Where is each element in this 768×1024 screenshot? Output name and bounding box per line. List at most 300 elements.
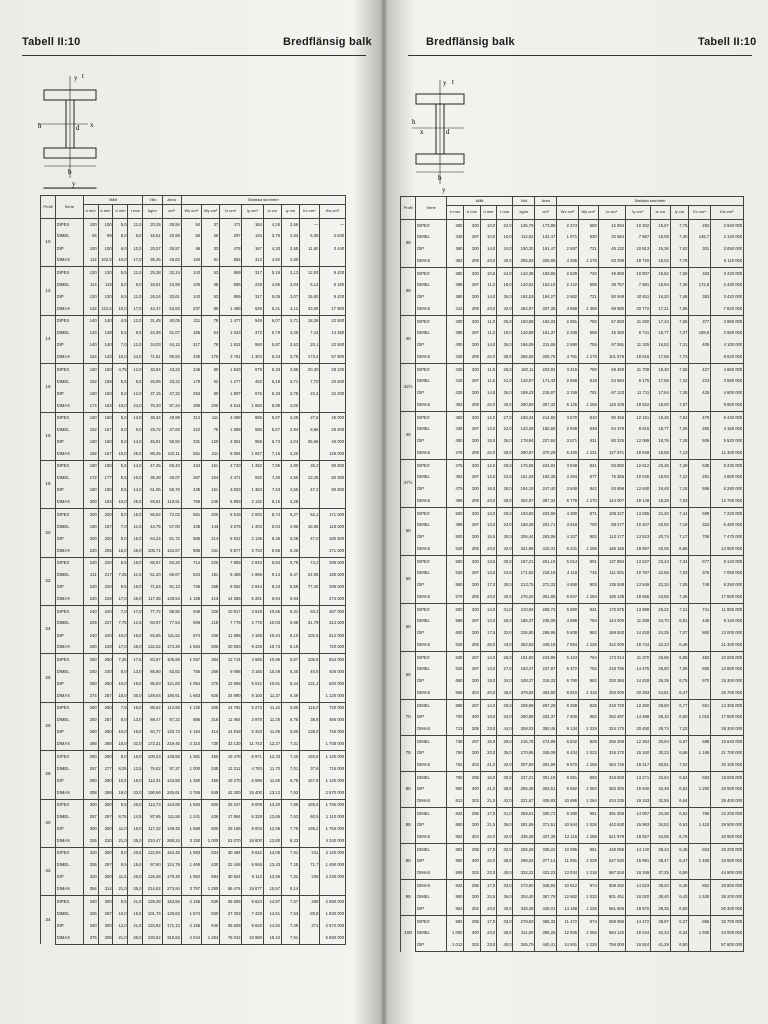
value-cell: 6,47 (670, 688, 689, 700)
value-cell: 2 156 (181, 896, 201, 908)
serie-cell: DIMEL (416, 376, 447, 388)
value-cell: 47,2 (299, 485, 319, 497)
value-cell: 6 780 (557, 676, 579, 688)
serie-cell: DIPEX (55, 460, 83, 472)
value-cell: 17,0 (128, 255, 143, 267)
value-cell: 426 (201, 811, 219, 823)
value-cell: 425 (446, 364, 463, 376)
value-cell: 14,51 (263, 908, 281, 920)
value-cell: 12 254 (625, 736, 650, 748)
value-cell: 6,65 (281, 726, 299, 738)
serie-cell: DIMEL (55, 521, 83, 533)
value-cell: 288,95 (535, 628, 557, 640)
value-cell: 60,97 (143, 618, 162, 630)
value-cell: 35 400 000 (711, 796, 744, 808)
value-cell: 391 009 (598, 808, 625, 820)
table-row (41, 497, 346, 509)
value-cell: 33 130 (220, 739, 242, 751)
value-cell: 21 700 000 (711, 748, 744, 760)
value-cell: 214 (201, 533, 219, 545)
value-cell: 15 640 000 (711, 736, 744, 748)
serie-cell: DIP (55, 485, 83, 497)
value-cell: 8 061 (557, 772, 579, 784)
value-cell: 45,07 (162, 472, 181, 484)
value-cell: 4 044 (181, 932, 201, 944)
value-cell: 20 600 (320, 376, 346, 388)
value-cell: 11 688 (220, 630, 242, 642)
table-row (401, 364, 744, 376)
serie-cell: DIMAX (416, 544, 447, 556)
value-cell (689, 688, 711, 700)
value-cell: 151,03 (513, 472, 535, 484)
value-cell: 6,37 (670, 916, 689, 928)
value-cell: 33,94 (143, 364, 162, 376)
value-cell: 240 (83, 593, 98, 605)
serie-cell: DIMAX (416, 592, 447, 604)
value-cell: 18,0 (128, 702, 143, 714)
serie-cell: DIMEL (55, 472, 83, 484)
value-cell: 298 (464, 916, 480, 928)
value-cell: 332,37 (535, 712, 557, 724)
value-cell: 36,34 (650, 844, 670, 856)
header-serie: Serie (416, 197, 447, 220)
value-cell: 405 (689, 340, 711, 352)
value-cell: 151 (201, 460, 219, 472)
value-cell: 171 000 (320, 509, 346, 521)
value-cell: 300 (464, 508, 480, 520)
value-cell: 151 (201, 485, 219, 497)
value-cell: 380 (446, 292, 463, 304)
value-cell: 17 900 (320, 303, 346, 315)
value-cell: 138 (98, 327, 113, 339)
value-cell: 1 392 (242, 460, 263, 472)
value-cell: 11,0 (480, 280, 496, 292)
value-cell: 11 743 (242, 739, 263, 751)
value-cell: 250 (98, 654, 113, 666)
value-cell: 14,0 (480, 664, 496, 676)
value-cell: 3,76 (263, 231, 281, 243)
value-cell: 28,74 (650, 724, 670, 736)
value-cell: 154 (83, 352, 98, 364)
value-cell: 84,20 (162, 557, 181, 569)
value-cell: 7,49 (281, 920, 299, 932)
value-cell: 22,4 (299, 388, 319, 400)
value-cell: 3 679 (220, 521, 242, 533)
value-cell: 27,0 (497, 664, 513, 676)
table-row (41, 448, 346, 460)
left-page-title: Bredflänsig balk (283, 36, 372, 48)
value-cell: 17,64 (650, 388, 670, 400)
table-row (41, 714, 346, 726)
value-cell: 3,07 (281, 291, 299, 303)
value-cell: 36,47 (650, 856, 670, 868)
value-cell: 322 (689, 520, 711, 532)
profil-cell: 38 (401, 268, 416, 316)
value-cell: 300 (98, 920, 113, 932)
header-matt: Mått (83, 196, 143, 205)
value-cell: 300 (464, 556, 480, 568)
value-cell: 871 (578, 508, 598, 520)
value-cell: 39,0 (497, 448, 513, 460)
value-cell: 297 (464, 232, 480, 244)
value-cell: 18 570 (625, 904, 650, 916)
value-cell: 345,70 (513, 940, 535, 952)
table-row (41, 920, 346, 932)
value-cell: 8,0 (113, 436, 128, 448)
value-cell: 33,61 (162, 291, 181, 303)
value-cell: 256 269 (598, 736, 625, 748)
value-cell: 932 (242, 472, 263, 484)
value-cell: 1 198 (181, 593, 201, 605)
profil-cell: 12 (41, 267, 56, 315)
value-cell: 19,0 (497, 328, 513, 340)
value-cell: 16,77 (650, 328, 670, 340)
value-cell: 11 891 (557, 856, 579, 868)
header-col-2: h mm (83, 205, 98, 219)
value-cell: 2 629 (557, 268, 579, 280)
value-cell: 423,23 (535, 868, 557, 880)
value-cell: 1 110 000 (320, 811, 346, 823)
header-col-11: Iy cm⁴ (242, 205, 263, 219)
value-cell: 7,40 (670, 232, 689, 244)
value-cell: 29 500 000 (711, 820, 744, 832)
right-header-rule (408, 55, 752, 56)
profil-cell: 70 (401, 700, 416, 736)
value-cell: 2,66 (281, 219, 299, 231)
value-cell: 6 847 (557, 592, 579, 604)
value-cell: 5,5 (113, 327, 128, 339)
value-cell: 506 (201, 642, 219, 654)
table-row (401, 544, 744, 556)
value-cell: 7,03 (670, 496, 689, 508)
value-cell: 171,62 (513, 568, 535, 580)
value-cell: 269 (201, 666, 219, 678)
value-cell: 1 643 (220, 364, 242, 376)
value-cell: 11 800 000 (711, 604, 744, 616)
value-cell: 97,24 (162, 400, 181, 412)
value-cell: 13 085 (625, 508, 650, 520)
value-cell: 203,92 (535, 364, 557, 376)
value-cell: 17,0 (480, 880, 496, 892)
profil-cell: 16 (41, 364, 56, 412)
serie-cell: DIMEL (55, 618, 83, 630)
serie-cell: DIMEL (55, 714, 83, 726)
value-cell: 31,07 (162, 327, 181, 339)
value-cell: 6,44 (281, 678, 299, 690)
value-cell: 51 070 (220, 835, 242, 847)
value-cell: 7 564 (557, 640, 579, 652)
value-cell: 160 (83, 412, 98, 424)
value-cell: 860 (689, 664, 711, 676)
value-cell: 6,62 (670, 784, 689, 796)
value-cell: 11,0 (113, 823, 128, 835)
value-cell: 227,84 (535, 436, 557, 448)
value-cell: 120 (83, 291, 98, 303)
serie-cell: DIMAX (55, 545, 83, 557)
value-cell: 2 587 (557, 244, 579, 256)
value-cell: 279,63 (513, 916, 535, 928)
value-cell: 25,0 (128, 448, 143, 460)
value-cell: 260 (98, 702, 113, 714)
table-row (41, 666, 346, 678)
value-cell: 12,0 (128, 388, 143, 400)
value-cell: 626 (446, 640, 463, 652)
table-row (41, 327, 346, 339)
value-cell: 306 (464, 448, 480, 460)
value-cell: 120 (98, 267, 113, 279)
value-cell: — (320, 219, 346, 231)
value-cell: 39,35 (650, 904, 670, 916)
profil-cell: 90 (401, 844, 416, 880)
value-cell: 6,07 (263, 315, 281, 327)
serie-cell: DIMAX (416, 352, 447, 364)
value-cell: 345,38 (513, 904, 535, 916)
value-cell: 1 130 (181, 702, 201, 714)
value-cell: 13,0 (480, 508, 496, 520)
value-cell: 4 660 000 (711, 364, 744, 376)
value-cell: 7,18 (670, 520, 689, 532)
serie-cell: DIMAX (55, 932, 83, 944)
fig-label-b: b (438, 174, 442, 182)
value-cell: 1 000 (446, 928, 463, 940)
value-cell: 974 (578, 880, 598, 892)
value-cell: 87,95 (143, 811, 162, 823)
serie-cell: DIPEX (55, 315, 83, 327)
value-cell: 11,26 (263, 714, 281, 726)
value-cell: 14,0 (480, 700, 496, 712)
value-cell: 11 064 (220, 714, 242, 726)
value-cell: 456 (201, 775, 219, 787)
value-cell: 1 012 (446, 940, 463, 952)
serie-cell: DIMAX (55, 690, 83, 702)
value-cell: 1 266 (578, 400, 598, 412)
value-cell: 131,4 (299, 678, 319, 690)
value-cell: 72,03 (162, 509, 181, 521)
value-cell: 67 133 (598, 388, 625, 400)
value-cell: 1 284 (201, 932, 219, 944)
value-cell: 893 (578, 772, 598, 784)
value-cell: 13,59 (263, 872, 281, 884)
value-cell: 169 820 (598, 628, 625, 640)
header-col-13: iy cm (281, 205, 299, 219)
value-cell: 3,13 (281, 267, 299, 279)
value-cell: 77,72 (143, 606, 162, 618)
value-cell: 1 328 (578, 724, 598, 736)
value-cell: 140 (83, 315, 98, 327)
value-cell: 300 (464, 484, 480, 496)
value-cell: 345,09 (535, 748, 557, 760)
value-cell: 21,0 (113, 932, 128, 944)
value-cell: 198,2 (299, 823, 319, 835)
table-row (41, 581, 346, 593)
value-cell: 18 600 000 (711, 772, 744, 784)
table-row (41, 424, 346, 436)
value-cell: 7,70 (299, 376, 319, 388)
value-cell: 26,39 (650, 676, 670, 688)
value-cell: 19,61 (143, 279, 162, 291)
value-cell: 6,84 (670, 796, 689, 808)
value-cell: 34,0 (497, 712, 513, 724)
value-cell: 9 582 (557, 784, 579, 796)
value-cell: 7,53 (281, 811, 299, 823)
value-cell: 45,91 (143, 436, 162, 448)
header-col-15: Kw cm⁶ (711, 206, 744, 220)
value-cell: 44,0 (497, 724, 513, 736)
value-cell: 112,02 (513, 232, 535, 244)
profil-cell: 20 (41, 509, 56, 557)
value-cell: 45 360 (598, 328, 625, 340)
value-cell: 42,0 (497, 832, 513, 844)
value-cell: 49 860 (598, 268, 625, 280)
value-cell: 387,79 (535, 892, 557, 904)
value-cell: 1 241 (181, 811, 201, 823)
table-row (41, 811, 346, 823)
value-cell: 33,0 (497, 880, 513, 892)
value-cell: 9 877 (220, 545, 242, 557)
value-cell: 1 000 (201, 835, 219, 847)
value-cell: 3 580 000 (711, 376, 744, 388)
value-cell: 297 (464, 700, 480, 712)
table-row (41, 896, 346, 908)
value-cell: 183,47 (513, 664, 535, 676)
value-cell (299, 545, 319, 557)
value-cell: 524 (181, 569, 201, 581)
value-cell: 425 (689, 388, 711, 400)
value-cell: 6,78 (281, 775, 299, 787)
value-cell: 413 (201, 593, 219, 605)
table-row (401, 280, 744, 292)
table-row (401, 508, 744, 520)
value-cell (299, 593, 319, 605)
serie-cell: DIMEL (416, 280, 447, 292)
value-cell: 26,0 (128, 545, 143, 557)
value-cell: 102,5 (98, 255, 113, 267)
serie-cell: DIP (55, 872, 83, 884)
value-cell: 681 506 (598, 904, 625, 916)
value-cell: 3,96 (281, 364, 299, 376)
value-cell: 312 (242, 255, 263, 267)
table-row (401, 892, 744, 904)
value-cell: 13,0 (128, 714, 143, 726)
left-dimension-table (40, 195, 346, 945)
value-cell: 240 (83, 666, 98, 678)
value-cell: 128,58 (162, 751, 181, 763)
value-cell: 10,24 (263, 630, 281, 642)
value-cell: 14 140 (625, 844, 650, 856)
serie-cell: DIMAX (55, 642, 83, 654)
value-cell: 86,45 (143, 448, 162, 460)
value-cell: 955 (242, 436, 263, 448)
value-cell: 1 065 (578, 928, 598, 940)
value-cell: 124,79 (162, 859, 181, 871)
serie-cell: DIP (55, 581, 83, 593)
table-row (401, 388, 744, 400)
value-cell: 176,56 (513, 460, 535, 472)
profil-cell: 45 (401, 412, 416, 460)
value-cell: 420 (201, 859, 219, 871)
fig-label-x: x (420, 128, 424, 136)
value-cell: 6,66 (670, 748, 689, 760)
value-cell: 5,59 (281, 581, 299, 593)
value-cell: 8 434 (557, 748, 579, 760)
table-row (401, 436, 744, 448)
value-cell: 26,0 (497, 436, 513, 448)
value-cell: 6,50 (670, 904, 689, 916)
value-cell: 6,73 (263, 436, 281, 448)
value-cell: 113 177 (598, 532, 625, 544)
value-cell: 5 424 (557, 652, 579, 664)
value-cell: 35,0 (128, 884, 143, 896)
value-cell: 18,00 (650, 400, 670, 412)
profil-cell: 55 (401, 556, 416, 604)
value-cell: 4,04 (281, 436, 299, 448)
value-cell: 16,52 (650, 340, 670, 352)
value-cell: 500 (446, 532, 463, 544)
serie-cell: DIMEL (416, 772, 447, 784)
value-cell: 218,16 (535, 568, 557, 580)
value-cell: 1 120 000 (320, 690, 346, 702)
value-cell: 15 340 (625, 748, 650, 760)
value-cell: 400 (446, 316, 463, 328)
value-cell: 133 (83, 327, 98, 339)
table-row (401, 832, 744, 844)
value-cell: 226 (98, 593, 113, 605)
value-cell: 160 (98, 412, 113, 424)
fig-label-h: h (38, 122, 42, 130)
value-cell: 17,0 (113, 642, 128, 654)
value-cell: 311,00 (513, 928, 535, 940)
value-cell: 716 000 (320, 763, 346, 775)
value-cell: 4,62 (263, 255, 281, 267)
header-vikt: Vikt (143, 196, 162, 205)
value-cell: 340 (83, 920, 98, 932)
value-cell: 5,0 (113, 219, 128, 231)
value-cell: 8,0 (113, 388, 128, 400)
value-cell: 111 (201, 412, 219, 424)
right-table-number: Tabell II:10 (698, 36, 757, 48)
value-cell: 348,93 (535, 880, 557, 892)
header-col-3: b mm (464, 206, 480, 220)
value-cell: 272,33 (535, 580, 557, 592)
value-cell: 18,0 (497, 280, 513, 292)
value-cell: 2 156 (181, 920, 201, 932)
value-cell: 22 500 (320, 339, 346, 351)
value-cell: 5,0 (113, 279, 128, 291)
table-row (41, 859, 346, 871)
value-cell: 1 360 (181, 775, 201, 787)
value-cell: 10 812 (557, 880, 579, 892)
header-matt: Mått (446, 197, 513, 206)
value-cell: 6 328 (242, 811, 263, 823)
header-col-10: Ix cm⁴ (220, 205, 242, 219)
value-cell: 906 (446, 868, 463, 880)
serie-cell: DIMAX (55, 303, 83, 315)
value-cell: 180 800 (320, 533, 346, 545)
value-cell: 500 (446, 508, 463, 520)
value-cell: 23,0 (480, 304, 496, 316)
profil-cell: 75 (401, 736, 416, 772)
value-cell: 6,43 (263, 352, 281, 364)
value-cell: 297 (464, 520, 480, 532)
value-cell: 12,5 (480, 472, 496, 484)
value-cell: 64,24 (143, 533, 162, 545)
value-cell: 2 662 (557, 292, 579, 304)
value-cell: 149,54 (143, 690, 162, 702)
value-cell: 7,31 (670, 340, 689, 352)
value-cell: 19 897 (625, 544, 650, 556)
value-cell: 250 (98, 678, 113, 690)
value-cell: 14 941 (557, 940, 579, 952)
